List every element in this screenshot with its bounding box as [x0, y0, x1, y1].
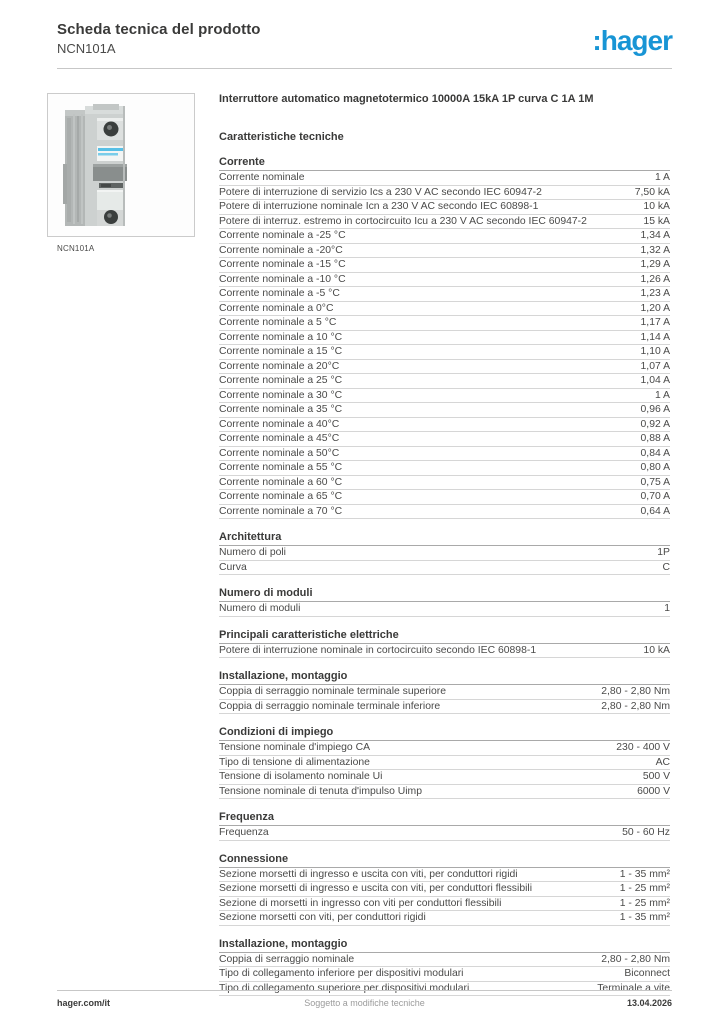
spec-row [219, 882, 670, 897]
spec-row-label: Corrente nominale a 25 °C [219, 375, 343, 386]
spec-row-value: C [662, 561, 670, 573]
spec-row-label: Corrente nominale a 55 °C [219, 462, 343, 473]
spec-row [219, 644, 670, 659]
spec-row-value: 0,64 A [640, 505, 670, 517]
spec-row [219, 476, 670, 491]
spec-row [219, 546, 670, 561]
spec-row-value: 1 [664, 603, 670, 614]
spec-row-value: 1 - 25 mm² [619, 883, 670, 894]
spec-row-label: Tensione di isolamento nominale Ui [219, 771, 383, 782]
spec-row-label: Corrente nominale a 60 °C [219, 476, 343, 488]
spec-row-value: 0,75 A [640, 476, 670, 488]
spec-row-label: Corrente nominale a -20°C [219, 244, 343, 256]
spec-section [219, 629, 670, 659]
spec-row-label: Corrente nominale a 65 °C [219, 491, 343, 502]
spec-row [219, 171, 670, 186]
spec-row-value: 1,10 A [640, 346, 670, 357]
header-divider [57, 68, 672, 69]
spec-row-label: Corrente nominale [219, 172, 305, 183]
spec-row-value: 0,96 A [640, 404, 670, 415]
spec-row-label: Frequenza [219, 827, 269, 838]
spec-row-value: 1,29 A [640, 259, 670, 270]
spec-row-label: Potere di interruzione di servizio Ics a 230 V AC secondo IEC 60947-2 [219, 186, 542, 198]
footer-date: 13.04.2026 [626, 998, 672, 1008]
spec-row-label: Sezione morsetti con viti, per conduttori rigidi [219, 912, 426, 923]
spec-row-value: 500 V [642, 771, 670, 782]
spec-row-label: Corrente nominale a 40°C [219, 418, 340, 430]
spec-row [219, 302, 670, 317]
spec-row-label: Numero di moduli [219, 603, 301, 614]
spec-section-heading: Connessione [219, 853, 670, 868]
document-title: Scheda tecnica del prodotto [57, 21, 261, 38]
spec-row-value: 1 A [654, 389, 670, 401]
spec-row-label: Potere di interruzione nominale in cortocircuito secondo IEC 60898-1 [219, 644, 537, 656]
spec-row [219, 967, 670, 982]
spec-row-value: 1,32 A [640, 244, 670, 256]
spec-row-label: Corrente nominale a 35 °C [219, 404, 343, 415]
spec-row-label: Corrente nominale a 10 °C [219, 331, 343, 343]
spec-row-value: 10 kA [643, 644, 670, 656]
product-image-box [47, 93, 195, 237]
spec-row-value: 6000 V [637, 785, 670, 797]
spec-row [219, 461, 670, 476]
spec-section-heading: Installazione, montaggio [219, 670, 670, 685]
spec-row-value: 0,80 A [640, 462, 670, 473]
spec-row [219, 389, 670, 404]
spec-section-heading: Numero di moduli [219, 587, 670, 602]
spec-row-label: Potere di interruzione nominale Icn a 230 V AC secondo IEC 60898-1 [219, 201, 539, 212]
spec-row [219, 258, 670, 273]
spec-row [219, 756, 670, 771]
spec-row-value: 0,70 A [640, 491, 670, 502]
spec-row [219, 602, 670, 617]
spec-section [219, 156, 670, 519]
spec-row-label: Coppia di serraggio nominale terminale inferiore [219, 700, 441, 712]
spec-row [219, 897, 670, 912]
spec-row-label: Coppia di serraggio nominale [219, 953, 355, 965]
spec-row [219, 345, 670, 360]
spec-row-value: 1,04 A [640, 375, 670, 386]
spec-row [219, 770, 670, 785]
spec-section-heading: Installazione, montaggio [219, 938, 670, 953]
circuit-breaker-image [63, 104, 181, 230]
spec-row [219, 403, 670, 418]
spec-row [219, 374, 670, 389]
spec-row [219, 316, 670, 331]
spec-row-label: Curva [219, 561, 247, 573]
spec-row-value: 50 - 60 Hz [622, 827, 670, 838]
spec-row [219, 331, 670, 346]
spec-row-label: Tensione nominale d'impiego CA [219, 742, 371, 753]
spec-row-label: Numero di poli [219, 547, 286, 558]
spec-section [219, 811, 670, 841]
spec-row [219, 215, 670, 230]
spec-row-value: 7,50 kA [634, 186, 670, 198]
spec-row-label: Tipo di tensione di alimentazione [219, 756, 370, 768]
spec-row-label: Corrente nominale a -5 °C [219, 288, 340, 299]
spec-row-label: Coppia di serraggio nominale terminale superiore [219, 686, 446, 697]
spec-row-value: 1,17 A [640, 317, 670, 328]
spec-row [219, 273, 670, 288]
spec-row [219, 953, 670, 968]
spec-section-heading: Architettura [219, 531, 670, 546]
spec-row [219, 418, 670, 433]
spec-row-label: Tipo di collegamento inferiore per dispositivi modulari [219, 968, 464, 979]
spec-row-value: 1P [657, 547, 670, 558]
spec-row-value: 1,23 A [640, 288, 670, 299]
spec-row [219, 360, 670, 375]
spec-row [219, 490, 670, 505]
spec-row-label: Corrente nominale a -15 °C [219, 259, 346, 270]
hager-logo: :hager [592, 25, 672, 56]
spec-row-label: Corrente nominale a -10 °C [219, 273, 346, 285]
spec-row-value: 2,80 - 2,80 Nm [601, 953, 670, 965]
spec-row-value: 230 - 400 V [616, 742, 670, 753]
spec-row [219, 505, 670, 520]
spec-section-heading: Frequenza [219, 811, 670, 826]
spec-row [219, 826, 670, 841]
spec-row-value: 1,14 A [640, 331, 670, 343]
spec-section [219, 938, 670, 997]
spec-row-label: Sezione morsetti di ingresso e uscita con viti, per conduttori rigidi [219, 868, 518, 880]
spec-row [219, 785, 670, 800]
spec-section [219, 587, 670, 617]
spec-row [219, 186, 670, 201]
spec-row [219, 244, 670, 259]
spec-row [219, 287, 670, 302]
spec-row-value: AC [655, 756, 670, 768]
spec-row-value: 0,92 A [640, 418, 670, 430]
spec-row-label: Corrente nominale a 45°C [219, 433, 340, 444]
spec-row [219, 868, 670, 883]
spec-section-heading: Principali caratteristiche elettriche [219, 629, 670, 644]
spec-row-value: 15 kA [643, 215, 670, 227]
spec-section-heading: Corrente [219, 156, 670, 171]
spec-row-value: 0,84 A [640, 447, 670, 459]
spec-row [219, 741, 670, 756]
product-image-column [47, 93, 197, 253]
spec-row [219, 685, 670, 700]
spec-row-label: Sezione morsetti di ingresso e uscita con viti, per conduttori flessibili [219, 883, 533, 894]
footer-website: hager.com/it [57, 998, 111, 1008]
spec-row-label: Corrente nominale a 0°C [219, 302, 334, 314]
spec-row-label: Corrente nominale a 70 °C [219, 505, 343, 517]
spec-row-value: 1 A [654, 172, 670, 183]
spec-section [219, 531, 670, 575]
spec-row-value: 1 - 35 mm² [619, 868, 670, 880]
spec-row [219, 432, 670, 447]
spec-row [219, 229, 670, 244]
spec-row-label: Corrente nominale a 50°C [219, 447, 340, 459]
footer-disclaimer: Soggetto a modifiche tecniche [304, 998, 425, 1008]
spec-row-value: 10 kA [643, 201, 670, 212]
page-header [57, 21, 672, 56]
characteristics-title: Caratteristiche tecniche [219, 131, 344, 143]
spec-row [219, 700, 670, 715]
spec-row-label: Corrente nominale a 5 °C [219, 317, 337, 328]
spec-row [219, 561, 670, 576]
spec-row-label: Corrente nominale a -25 °C [219, 230, 346, 241]
spec-row-label: Sezione di morsetti in ingresso con viti per conduttori flessibili [219, 897, 502, 909]
spec-row-value: 1,07 A [640, 360, 670, 372]
product-image-caption: NCN101A [57, 244, 95, 253]
spec-row-label: Corrente nominale a 15 °C [219, 346, 343, 357]
spec-row-value: 0,88 A [640, 433, 670, 444]
spec-row-value: 1,20 A [640, 302, 670, 314]
spec-row-value: 2,80 - 2,80 Nm [601, 700, 670, 712]
product-title: Interruttore automatico magnetotermico 10000A 15kA 1P curva C 1A 1M [219, 93, 594, 105]
spec-row-label: Corrente nominale a 20°C [219, 360, 340, 372]
spec-row-label: Tipo di collegamento superiore per dispositivi modulari [219, 982, 470, 994]
spec-row-label: Corrente nominale a 30 °C [219, 389, 343, 401]
spec-section [219, 853, 670, 926]
spec-row-label: Potere di interruz. estremo in cortocircuito Icu a 230 V AC secondo IEC 60947-2 [219, 215, 587, 227]
spec-row [219, 200, 670, 215]
spec-row [219, 447, 670, 462]
spec-row-value: 2,80 - 2,80 Nm [601, 686, 670, 697]
spec-row-value: 1 - 35 mm² [619, 912, 670, 923]
spec-column [219, 93, 670, 996]
page-footer [57, 990, 672, 1008]
spec-section [219, 726, 670, 799]
spec-row-label: Tensione nominale di tenuta d'impulso Uimp [219, 785, 422, 797]
spec-row [219, 911, 670, 926]
document-reference: NCN101A [57, 41, 116, 56]
spec-row-value: 1,34 A [640, 230, 670, 241]
spec-section-heading: Condizioni di impiego [219, 726, 670, 741]
spec-row-value: 1,26 A [640, 273, 670, 285]
spec-row-value: Terminale a vite [597, 982, 670, 994]
spec-row-value: 1 - 25 mm² [619, 897, 670, 909]
spec-sections [219, 156, 670, 996]
spec-section [219, 670, 670, 714]
spec-row-value: Biconnect [624, 968, 670, 979]
